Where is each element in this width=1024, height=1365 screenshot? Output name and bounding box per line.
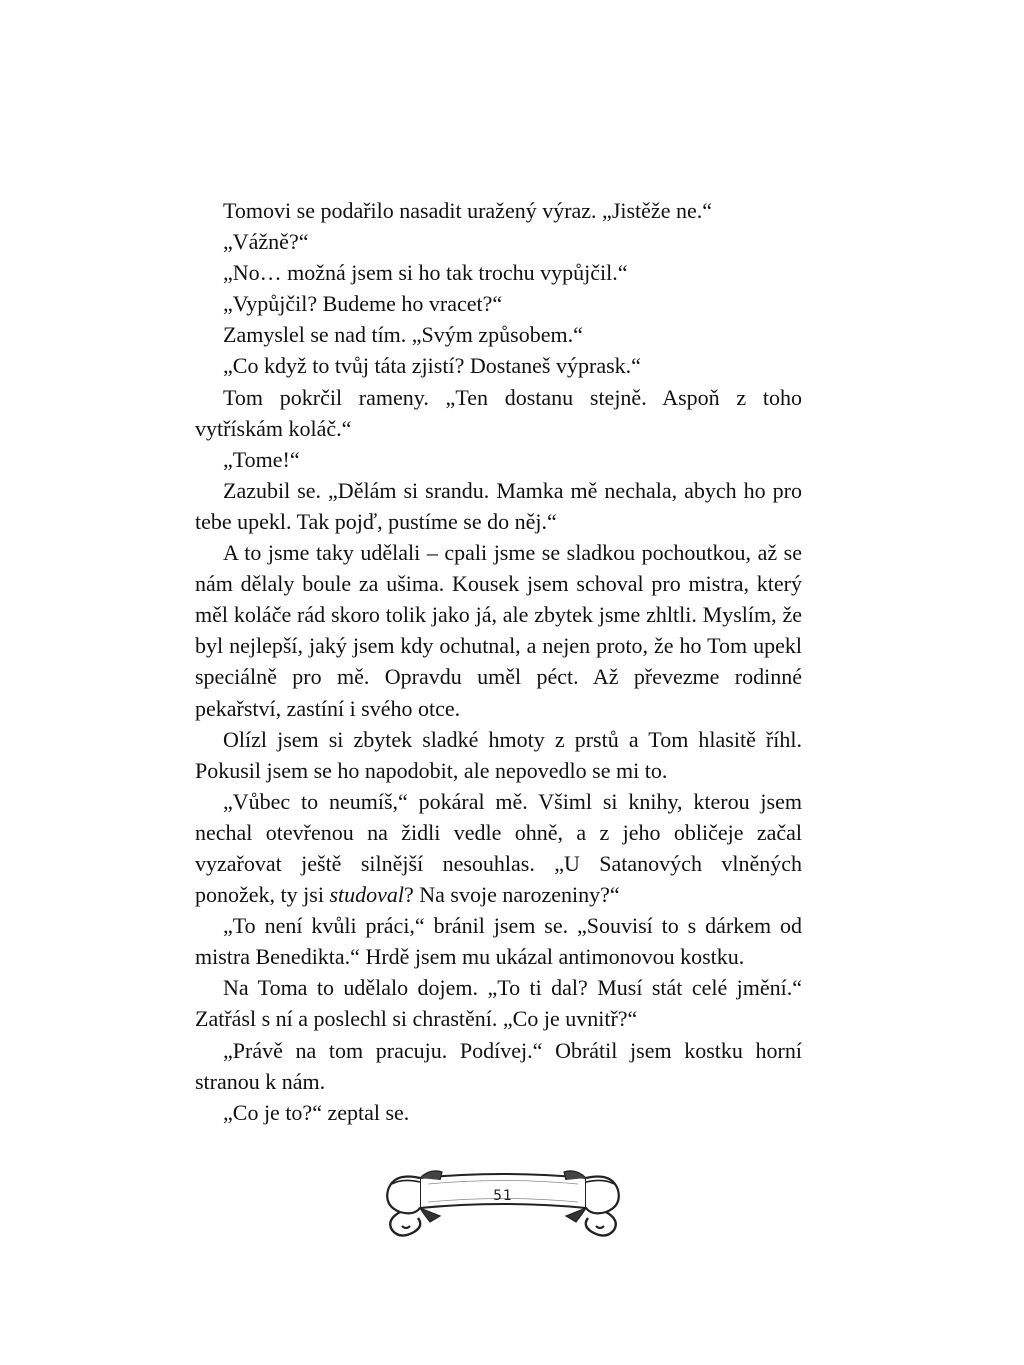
paragraph: Na Toma to udělalo dojem. „To ti dal? Musí stát celé jmění.“ Zatřásl s ní a poslechl si chrastění. „Co je uvnitř?“ [195,975,802,1032]
paragraph-text: „Vůbec to neumíš,“ pokáral mě. Všiml si knihy, kterou jsem nechal otevřenou na židli vedle ohně, a z jeho obličeje začal vyzařovat ještě silnější nesouhlas. „U Satanových vlněných ponožek, ty jsi [195,788,802,908]
paragraph: Olízl jsem si zbytek sladké hmoty z prstů a Tom hlasitě říhl. Pokusil jsem se ho napodobit, ale nepovedlo se mi to. [195,726,802,783]
paragraph: Tom pokrčil rameny. „Ten dostanu stejně. Aspoň z toho vytřískám koláč.“ [195,384,802,441]
paragraph: A to jsme taky udělali – cpali jsme se sladkou pochoutkou, až se nám dělaly boule za ušima. Kousek jsem schoval pro mistra, který měl koláče rád skoro tolik jako já, ale zbytek jsme zhltli. Myslím, že byl nejlepší, jaký jsem kdy ochutnal, a nejen proto, že ho Tom upekl speciálně pro mě. Opravdu uměl péct. Až převezme rodinné pekařství, zastíní i svého otce. [195,540,802,721]
paragraph: Zazubil se. „Dělám si srandu. Mamka mě nechala, abych ho pro tebe upekl. Tak pojď, pustíme se do něj.“ [195,477,802,534]
paragraph: „No… možná jsem si ho tak trochu vypůjčil.“ [223,260,628,286]
body-text [195,195,802,1128]
paragraph [195,786,802,910]
paragraph: „Vážně?“ [223,229,309,255]
paragraph: Zamyslel se nad tím. „Svým způsobem.“ [223,322,583,348]
paragraph: „To není kvůli práci,“ bránil jsem se. „Souvisí to s dárkem od mistra Benedikta.“ Hrdě jsem mu ukázal antimonovou kostku. [195,913,802,970]
paragraph: „Tome!“ [223,446,300,472]
page-number: 51 [493,1188,513,1204]
paragraph: „Co je to?“ zeptal se. [223,1099,410,1125]
paragraph: „Co když to tvůj táta zjistí? Dostaneš výprask.“ [223,353,641,379]
page-number-scroll [380,1160,626,1244]
paragraph: „Právě na tom pracuju. Podívej.“ Obrátil jsem kostku horní stranou k nám. [195,1037,802,1094]
paragraph: „Vypůjčil? Budeme ho vracet?“ [223,291,503,317]
paragraph-text: ? Na svoje narozeniny?“ [404,882,620,908]
emphasis-text: studoval [329,882,404,908]
paragraph: Tomovi se podařilo nasadit uražený výraz. „Jistěže ne.“ [223,198,712,223]
